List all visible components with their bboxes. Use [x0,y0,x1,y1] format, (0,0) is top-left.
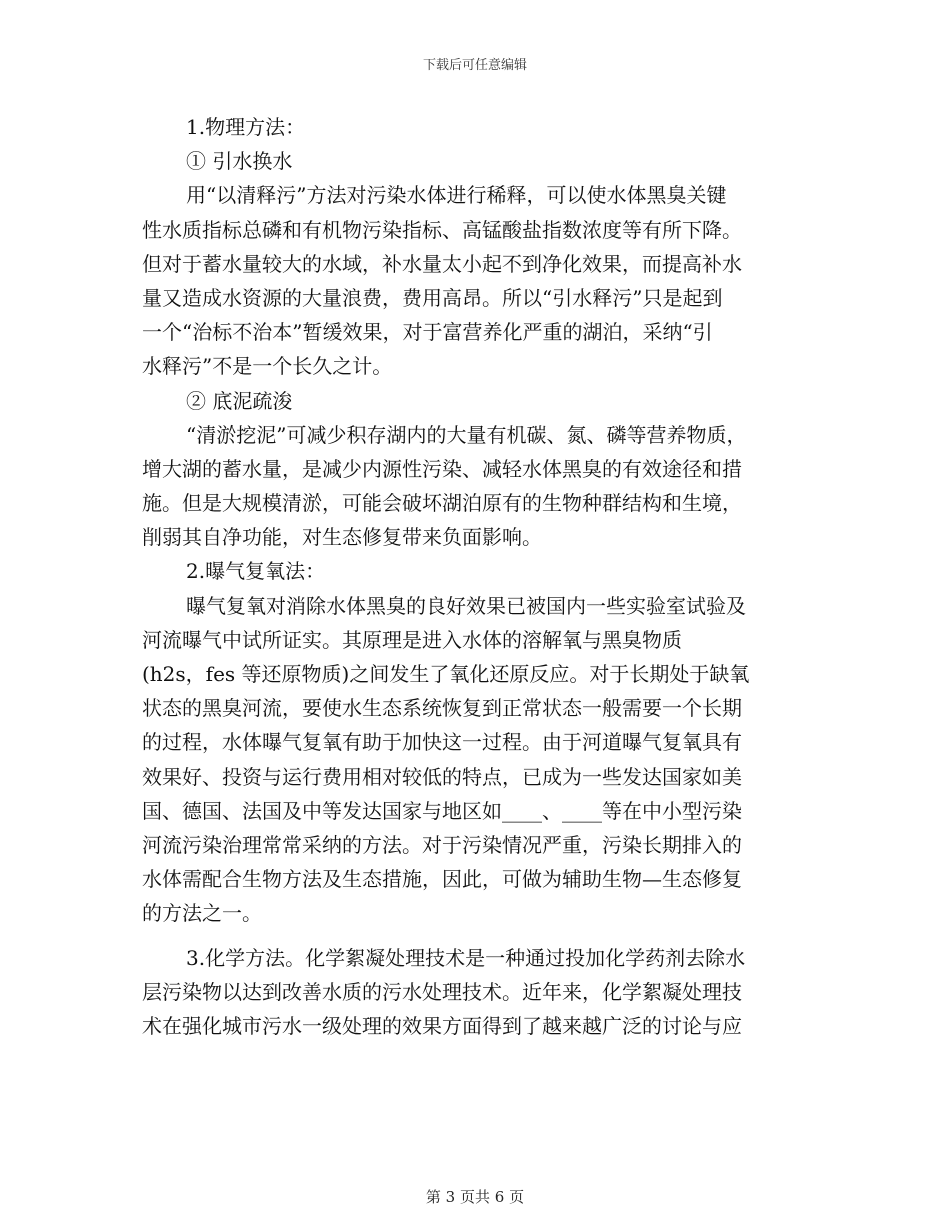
text-line: 状态的黑臭河流，要使水生态系统恢复到正常状态一般需要一个长期 [142,696,742,721]
text-line: 一个“治标不治本”暂缓效果，对于富营养化严重的湖泊，采纳“引 [142,320,713,345]
text-line: 曝气复氧对消除水体黑臭的良好效果已被国内一些实验室试验及 [186,593,746,618]
text-line: 性水质指标总磷和有机物污染指标、高锰酸盐指数浓度等有所下降。 [142,217,742,242]
page-footer: 第 3 页共 6 页 [425,1188,525,1206]
text-line: 层污染物以达到改善水质的污水处理技术。近年来，化学絮凝处理技 [142,979,742,1004]
text-line: ① 引水换水 [186,149,293,174]
text-line: 的过程，水体曝气复氧有助于加快这一过程。由于河道曝气复氧具有 [142,730,742,755]
text-line: 增大湖的蓄水量，是减少内源性污染、减轻水体黑臭的有效途径和措 [142,456,742,481]
text-line: 2.曝气复氧法： [186,559,326,584]
text-line: 术在强化城市污水一级处理的效果方面得到了越来越广泛的讨论与应 [142,1013,742,1038]
text-line: 但对于蓄水量较大的水域，补水量太小起不到净化效果，而提高补水 [142,251,742,276]
page-header: 下载后可任意编辑 [422,58,527,73]
text-line: 河流污染治理常常采纳的方法。对于污染情况严重，污染长期排入的 [142,832,742,857]
text-line: 量又造成水资源的大量浪费，费用高昂。所以“引水释污”只是起到 [142,285,723,310]
text-line: (h2s，fes 等还原物质)之间发生了氧化还原反应。对于长期处于缺氧 [142,662,750,686]
text-line: 1.物理方法： [186,115,306,139]
document-body [142,110,802,1043]
text-line: 水体需配合生物方法及生态措施，因此，可做为辅助生物—生态修复 [142,867,742,892]
text-line: 的方法之一。 [142,901,262,926]
paragraph-gap [142,931,802,941]
text-line: 削弱其自净功能，对生态修复带来负面影响。 [142,525,542,550]
text-line: 国、德国、法国及中等发达国家与地区如____、____等在中小型污染 [142,798,742,823]
text-line: 效果好、投资与运行费用相对较低的特点，已成为一些发达国家如美 [142,764,742,789]
text-line: 3.化学方法。化学絮凝处理技术是一种通过投加化学药剂去除水 [186,945,746,970]
text-line: 施。但是大规模清淤，可能会破坏湖泊原有的生物种群结构和生境， [142,491,742,516]
text-line: 用“以清释污”方法对污染水体进行稀释，可以使水体黑臭关键 [186,183,727,208]
text-line: 水释污”不是一个长久之计。 [142,354,393,379]
text-line: “清淤挖泥”可减少积存湖内的大量有机碳、氮、磷等营养物质， [186,422,747,447]
text-line: ② 底泥疏浚 [186,388,293,413]
text-line: 河流曝气中试所证实。其原理是进入水体的溶解氧与黑臭物质 [142,627,682,652]
